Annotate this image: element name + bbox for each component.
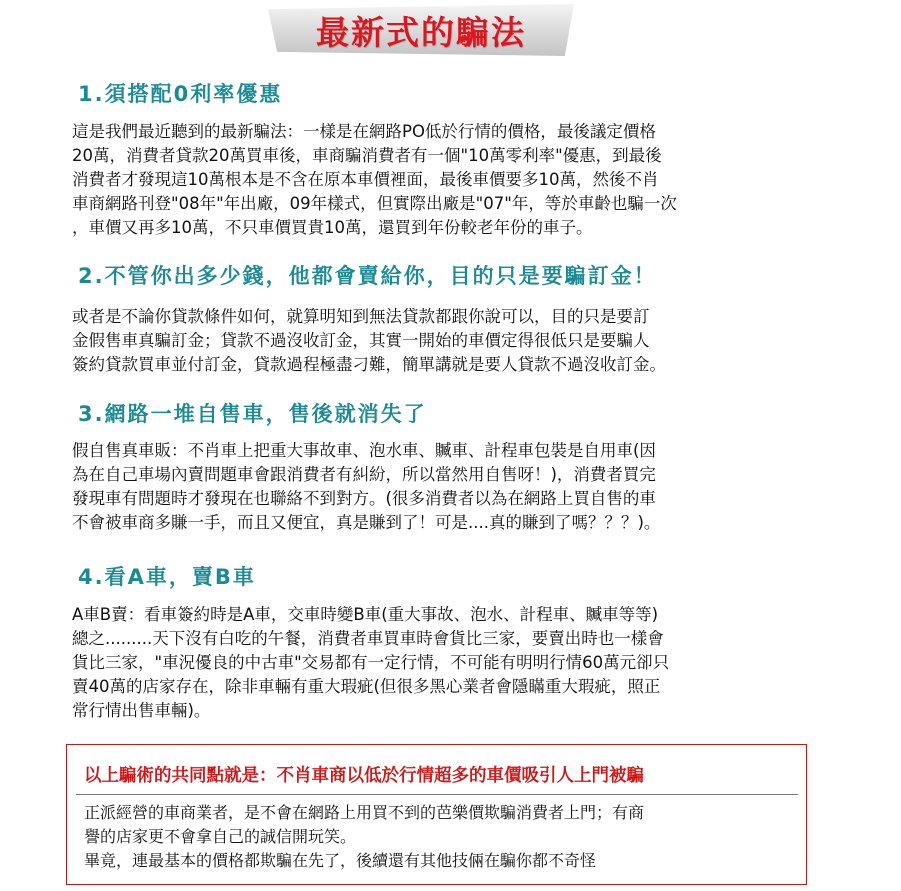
- section-1-line: 消費者才發現這10萬根本是不含在原本車價裡面，最後車價要多10萬，然後不肖: [72, 170, 659, 189]
- page-title: 最新式的騙法: [316, 12, 526, 52]
- summary-title: 以上騙術的共同點就是：不肖車商以低於行情超多的車價吸引人上門被騙: [84, 766, 644, 786]
- section-2-line: 簽約貸款買車並付訂金，貸款過程極盡刁難，簡單講就是要人貸款不過沒收訂金。: [72, 355, 666, 374]
- section-1-line: 這是我們最近聽到的最新騙法：一樣是在網路PO低於行情的價格，最後議定價格: [72, 122, 656, 141]
- section-4-line: A車B賣：看車簽約時是A車，交車時變B車(重大事故、泡水、計程車、贓車等等): [72, 605, 659, 624]
- summary-body: [84, 801, 800, 873]
- summary-line: 正派經營的車商業者，是不會在網路上用買不到的芭樂價欺騙消費者上門；有商: [84, 803, 645, 822]
- section-1-line: ，車價又再多10萬，不只車價買貴10萬，還買到年份較老年份的車子。: [72, 218, 593, 237]
- section-3-line: 不會被車商多賺一手，而且又便宜，真是賺到了！可是....真的賺到了嗎？？？)。: [72, 513, 661, 532]
- section-2-line: 或者是不論你貸款條件如何，就算明知到無法貸款都跟你說可以，目的只是要訂: [72, 307, 650, 326]
- section-4-line: 常行情出售車輛)。: [72, 701, 211, 720]
- section-3-heading: 3.網路一堆自售車，售後就消失了: [78, 402, 427, 426]
- section-3-line: 發現車有問題時才發現在也聯絡不到對方。(很多消費者以為在網路上買自售的車: [72, 489, 656, 508]
- summary-line: 畢竟，連最基本的價格都欺騙在先了，後續還有其他技倆在騙你都不奇怪: [84, 851, 597, 870]
- section-1-line: 車商網路刊登"08年"年出廠，09年樣式，但實際出廠是"07"年，等於車齡也騙一次: [72, 194, 677, 213]
- section-2-heading: 2.不管你出多少錢，他都會賣給你，目的只是要騙訂金！: [78, 264, 657, 288]
- section-2-line: 金假售車真騙訂金；貸款不過沒收訂金，其實一開始的車價定得很低只是要騙人: [72, 331, 650, 350]
- section-4-line: 貨比三家，"車況優良的中古車"交易都有一定行情，不可能有明明行情60萬元卻只: [72, 653, 670, 672]
- section-4-line: 總之.........天下沒有白吃的午餐，消費者車買車時會貨比三家，要賣出時也一樣會: [72, 629, 664, 648]
- section-1-line: 20萬，消費者貸款20萬買車後，車商騙消費者有一個"10萬零利率"優惠，到最後: [72, 146, 662, 165]
- section-3-line: 為在自己車場內賣問題車會跟消費者有糾紛，所以當然用自售呀！)，消費者買完: [72, 465, 656, 484]
- section-4-line: 賣40萬的店家存在，除非車輛有重大瑕疵(但很多黑心業者會隱瞞重大瑕疵，照正: [72, 677, 661, 696]
- section-2-body: [72, 305, 812, 377]
- section-4-heading: 4.看A車，賣B車: [78, 565, 256, 589]
- section-3-body: [72, 439, 812, 535]
- summary-divider: [76, 794, 798, 795]
- section-1-body: [72, 120, 812, 240]
- section-1-heading: 1.須搭配0利率優惠: [78, 82, 283, 106]
- summary-line: 譽的店家更不會拿自己的誠信開玩笑。: [84, 827, 357, 846]
- section-4-body: [72, 603, 812, 723]
- section-3-line: 假自售真車販：不肖車上把重大事故車、泡水車、贓車、計程車包裝是自用車(因: [72, 441, 656, 460]
